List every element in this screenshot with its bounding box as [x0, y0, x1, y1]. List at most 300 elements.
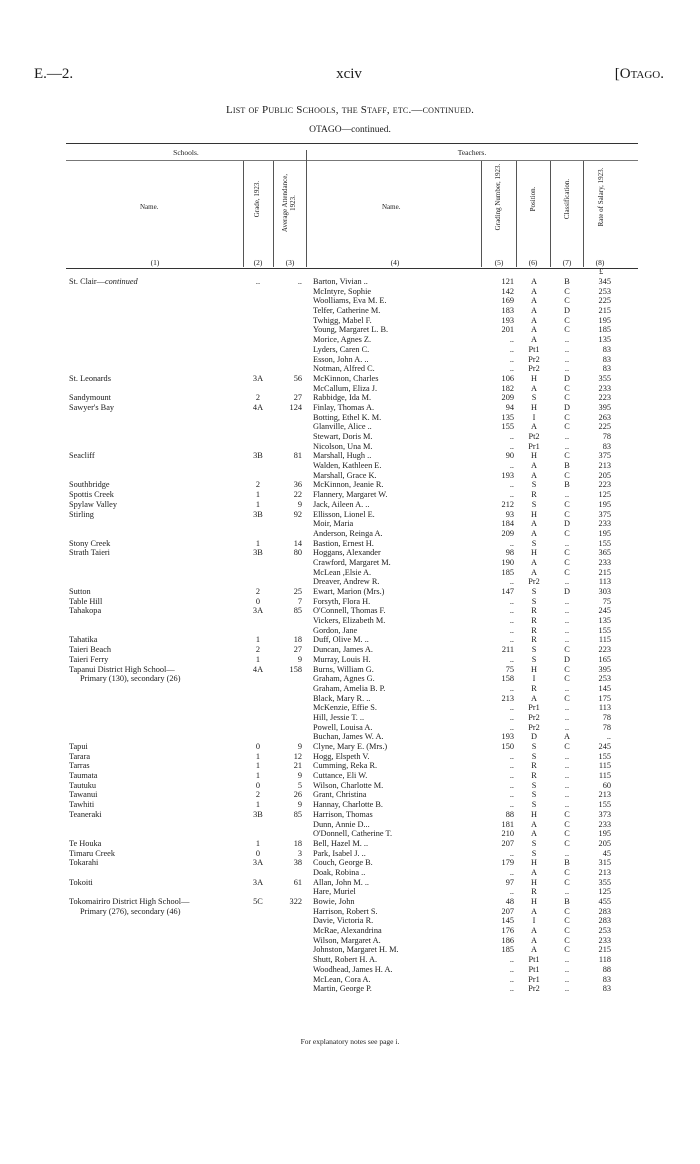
teacher-salary: 263 — [598, 412, 611, 422]
teacher-grading: .. — [509, 344, 514, 354]
teacher-grading: .. — [509, 596, 514, 606]
teacher-position: R — [531, 490, 537, 500]
teacher-grading: .. — [509, 354, 514, 364]
table-row — [0, 316, 700, 326]
teacher-classification: C — [564, 809, 570, 819]
teacher-classification: .. — [564, 354, 570, 364]
teacher-classification: .. — [564, 771, 570, 781]
school-grade: 1 — [255, 838, 261, 848]
teacher-grading: 183 — [501, 306, 514, 316]
teacher-salary: 115 — [598, 771, 611, 781]
table-row — [0, 897, 700, 907]
school-attendance: 25 — [293, 587, 302, 596]
teacher-salary: 223 — [598, 393, 611, 403]
table-row — [0, 771, 700, 781]
teacher-position: Pr2 — [528, 722, 540, 732]
teacher-position: Pr2 — [528, 364, 540, 374]
col-teacher-name: Name. — [382, 203, 401, 211]
teacher-classification: C — [564, 315, 570, 325]
teacher-name: McKenzie, Effie S. — [313, 703, 377, 713]
teacher-salary: 195 — [598, 528, 611, 538]
school-attendance: 85 — [293, 606, 302, 616]
teacher-position: A — [531, 296, 537, 306]
table-row — [0, 800, 700, 810]
school-grade: 1 — [255, 800, 261, 810]
teacher-grading: 209 — [501, 393, 514, 403]
school-attendance: 322 — [289, 897, 302, 906]
teacher-name: Martin, George P. — [313, 984, 372, 994]
teacher-classification: D — [564, 519, 570, 529]
teacher-grading: 150 — [501, 742, 514, 751]
table-row — [0, 684, 700, 694]
teacher-salary: 245 — [598, 742, 611, 751]
teacher-name: Marshall, Grace K. — [313, 470, 377, 480]
teacher-salary: 223 — [598, 645, 611, 655]
region-label: [Otago. — [614, 66, 664, 82]
teacher-name: Vickers, Elizabeth M. — [313, 616, 386, 626]
teacher-grading: .. — [509, 480, 514, 490]
school-grade: 3A — [252, 877, 264, 887]
teacher-position: H — [531, 509, 537, 519]
teacher-salary: 125 — [598, 887, 611, 897]
teacher-grading: 97 — [505, 877, 514, 887]
teacher-grading: .. — [509, 364, 514, 374]
school-attendance: 3 — [297, 848, 302, 858]
teacher-name: McCallum, Eliza J. — [313, 383, 378, 393]
colnum-5: (5) — [494, 258, 504, 267]
teacher-salary: 233 — [598, 935, 611, 945]
teacher-name: Cuttance, Eli W. — [313, 771, 368, 781]
teacher-name: Forsyth, Flora H. — [313, 596, 371, 606]
table-row — [0, 587, 700, 597]
teacher-classification: .. — [564, 606, 570, 616]
teacher-position: A — [531, 306, 537, 316]
teacher-classification: .. — [564, 364, 570, 374]
teacher-grading: .. — [509, 432, 514, 441]
school-name: Taieri Ferry — [69, 654, 109, 664]
teacher-classification: .. — [564, 432, 570, 441]
teacher-position: A — [531, 335, 537, 345]
teacher-position: A — [531, 906, 537, 916]
teacher-classification: C — [564, 470, 570, 480]
school-attendance: 22 — [293, 490, 302, 500]
table-row — [0, 606, 700, 616]
teacher-name: Hill, Jessie T. .. — [313, 712, 365, 722]
page-number: xciv — [336, 66, 362, 82]
teacher-name: McKinnon, Charles — [313, 373, 379, 383]
school-grade: 0 — [255, 596, 261, 606]
teacher-grading: 93 — [505, 509, 514, 519]
teacher-classification: .. — [564, 848, 570, 858]
teacher-grading: 182 — [501, 383, 514, 393]
table-row — [0, 761, 700, 771]
teacher-position: R — [531, 606, 537, 616]
teacher-grading: 207 — [501, 906, 514, 916]
page-title: List of Public Schools, the Staff, etc.—continued. — [225, 104, 475, 116]
teacher-position: R — [531, 625, 537, 635]
school-name: Tarara — [69, 751, 91, 761]
teacher-name: Hoggans, Alexander — [313, 548, 381, 558]
table-row — [0, 752, 700, 762]
table-row — [0, 393, 700, 403]
teacher-classification: C — [564, 926, 570, 936]
teacher-name: Lyders, Caren C. — [313, 344, 370, 354]
teacher-name: Buchan, James W. A. — [313, 732, 384, 742]
teacher-classification: .. — [564, 790, 570, 800]
teacher-name: Harrison, Robert S. — [313, 906, 378, 916]
teacher-classification: .. — [564, 887, 570, 897]
teacher-position: A — [531, 519, 537, 529]
teacher-position: S — [531, 838, 537, 848]
school-name: Tokoiti — [69, 877, 93, 887]
teacher-grading: 193 — [501, 732, 514, 742]
table-row — [0, 936, 700, 946]
teacher-grading: 186 — [501, 935, 514, 945]
teacher-grading: .. — [509, 635, 514, 645]
table-row — [0, 403, 700, 413]
teacher-position: I — [532, 674, 536, 684]
teacher-classification: C — [564, 393, 570, 403]
teacher-grading: .. — [509, 577, 514, 587]
teacher-position: H — [531, 402, 537, 412]
teacher-position: S — [531, 645, 537, 655]
teacher-salary: 233 — [598, 383, 611, 393]
teacher-name: McLean ,Elsie A. — [313, 567, 372, 577]
table-row — [0, 955, 700, 965]
teacher-name: Doak, Robina .. — [313, 867, 366, 877]
teacher-salary: 78 — [602, 432, 611, 441]
teacher-classification: .. — [564, 538, 570, 548]
teacher-name: Clyne, Mary E. (Mrs.) — [313, 742, 388, 751]
teacher-position: Pt1 — [528, 955, 540, 965]
teacher-salary: 315 — [598, 858, 611, 868]
teacher-position: A — [531, 693, 537, 703]
teacher-name: Murray, Louis H. — [313, 654, 371, 664]
page-header — [34, 66, 664, 86]
teacher-name: Dreaver, Andrew R. — [313, 577, 380, 587]
teacher-grading: 88 — [505, 809, 514, 819]
school-grade: .. — [255, 277, 261, 286]
teacher-position: I — [532, 916, 536, 926]
teacher-position: I — [532, 412, 536, 422]
teacher-name: Duncan, James A. — [313, 645, 373, 655]
teacher-grading: .. — [509, 625, 514, 635]
table-row — [0, 849, 700, 859]
teacher-grading: .. — [509, 984, 514, 994]
teacher-name: Gordon, Jane — [313, 625, 358, 635]
teacher-classification: A — [564, 732, 570, 742]
school-grade: 1 — [255, 538, 261, 548]
teacher-classification: C — [564, 422, 570, 432]
teacher-grading: .. — [509, 780, 514, 790]
teacher-position: H — [531, 897, 537, 906]
teacher-name: McRae, Alexandrina — [313, 926, 382, 936]
teacher-position: A — [531, 461, 537, 471]
teacher-classification: C — [564, 945, 570, 955]
teacher-name: Wilson, Charlotte M. — [313, 780, 384, 790]
teacher-salary: 215 — [598, 567, 611, 577]
teacher-name: Park, Isabel J. .. — [313, 848, 366, 858]
colnum-1: (1) — [150, 258, 160, 267]
group-schools: Schools. — [173, 148, 199, 157]
teacher-position: A — [531, 422, 537, 432]
teacher-salary: 195 — [598, 829, 611, 839]
teacher-classification: C — [564, 528, 570, 538]
teacher-name: Flannery, Margaret W. — [313, 490, 388, 500]
school-grade: 1 — [255, 654, 261, 664]
teacher-name: Stewart, Doris M. — [313, 432, 373, 441]
teacher-classification: B — [564, 461, 570, 471]
teacher-grading: .. — [509, 964, 514, 974]
teacher-name: Morice, Agnes Z. — [313, 335, 372, 345]
table-row — [0, 597, 700, 607]
table-row — [0, 723, 700, 733]
teacher-salary: 303 — [598, 587, 611, 596]
teacher-classification: C — [564, 867, 570, 877]
teacher-classification: .. — [564, 344, 570, 354]
teacher-salary: 223 — [598, 480, 611, 490]
col-school-name: Name. — [140, 203, 159, 211]
teacher-grading: 135 — [501, 412, 514, 422]
teacher-name: McKinnon, Jeanie R. — [313, 480, 384, 490]
school-grade: 2 — [255, 480, 261, 490]
col-divider — [481, 161, 482, 267]
teacher-grading: .. — [509, 722, 514, 732]
teacher-salary: 205 — [598, 470, 611, 480]
teacher-position: A — [531, 829, 537, 839]
table-row — [0, 519, 700, 529]
teacher-classification: D — [564, 654, 570, 664]
teacher-salary: 253 — [598, 286, 611, 296]
school-attendance: 9 — [297, 742, 302, 751]
teacher-grading: .. — [509, 751, 514, 761]
table-row — [0, 529, 700, 539]
teacher-name: Marshall, Hugh .. — [313, 451, 372, 461]
school-attendance: 36 — [293, 480, 302, 490]
table-row — [0, 887, 700, 897]
teacher-position: R — [531, 887, 537, 897]
table-row — [0, 451, 700, 461]
teacher-salary: 245 — [598, 606, 611, 616]
teacher-name: Burns, William G. — [313, 664, 374, 674]
table-row — [0, 820, 700, 830]
school-grade: 3B — [253, 809, 263, 819]
teacher-position: Pt1 — [528, 964, 540, 974]
teacher-salary: 283 — [598, 906, 611, 916]
teacher-salary: 225 — [598, 296, 611, 306]
teacher-classification: C — [564, 674, 570, 684]
teacher-name: Grant, Christina — [313, 790, 367, 800]
teacher-salary: 135 — [598, 335, 611, 345]
teacher-grading: 176 — [501, 926, 514, 936]
teacher-name: Duff, Olive M. .. — [313, 635, 369, 645]
school-attendance: 38 — [293, 858, 302, 868]
teacher-salary: 355 — [598, 373, 611, 383]
teacher-classification: C — [564, 509, 570, 519]
teacher-classification: C — [564, 829, 570, 839]
teacher-grading: 185 — [501, 567, 514, 577]
teacher-classification: B — [564, 277, 570, 286]
teacher-name: Crawford, Margaret M. — [313, 557, 391, 567]
teacher-salary: 283 — [598, 916, 611, 926]
school-name: Table Hill — [69, 596, 103, 606]
teacher-classification: C — [564, 412, 570, 422]
teacher-name: Powell, Louisa A. — [313, 722, 373, 732]
school-attendance: 56 — [293, 373, 302, 383]
school-attendance: 80 — [293, 548, 302, 558]
teacher-salary: 375 — [598, 451, 611, 461]
table-row — [0, 655, 700, 665]
col-salary: Rate of Salary, 1923. — [597, 167, 605, 227]
teacher-position: S — [531, 596, 537, 606]
teacher-salary: 253 — [598, 926, 611, 936]
teacher-salary: 60 — [602, 780, 611, 790]
school-name: Tokomairiro District High School— — [69, 897, 190, 906]
teacher-position: Pr2 — [528, 984, 540, 994]
teacher-position: A — [531, 383, 537, 393]
teacher-position: R — [531, 771, 537, 781]
school-attendance: 9 — [297, 499, 302, 509]
teacher-grading: .. — [509, 800, 514, 810]
table-row — [0, 335, 700, 345]
table-row — [0, 694, 700, 704]
teacher-grading: .. — [509, 867, 514, 877]
teacher-salary: 205 — [598, 838, 611, 848]
school-grade: 4A — [252, 402, 264, 412]
teacher-name: Woolliams, Eva M. E. — [313, 296, 387, 306]
school-name: Primary (130), secondary (26) — [80, 674, 181, 684]
teacher-salary: .. — [606, 732, 611, 742]
school-name: St. Leonards — [69, 373, 111, 383]
teacher-salary: 455 — [598, 897, 611, 906]
teacher-position: A — [531, 277, 537, 286]
teacher-classification: .. — [564, 761, 570, 771]
teacher-grading: 94 — [505, 402, 514, 412]
school-attendance: 9 — [297, 771, 302, 781]
teacher-name: Young, Margaret L. B. — [313, 325, 389, 335]
teacher-salary: 118 — [598, 955, 611, 965]
teacher-salary: 135 — [598, 616, 611, 626]
teacher-name: Rabbidge, Ida M. — [313, 393, 372, 403]
teacher-grading: .. — [509, 441, 514, 451]
teacher-name: Jack, Aileen A. .. — [313, 499, 370, 509]
teacher-salary: 155 — [598, 800, 611, 810]
teacher-salary: 185 — [598, 325, 611, 335]
school-attendance: 18 — [293, 635, 302, 645]
school-name: Spylaw Valley — [69, 499, 118, 509]
teacher-position: S — [531, 751, 537, 761]
teacher-name: Notman, Alfred C. — [313, 364, 375, 374]
teacher-classification: C — [564, 664, 570, 674]
teacher-name: Wilson, Margaret A. — [313, 935, 381, 945]
teacher-name: Shutt, Robert H. A. — [313, 955, 378, 965]
school-grade: 3A — [252, 373, 264, 383]
school-grade: 3B — [253, 451, 263, 461]
teacher-position: A — [531, 286, 537, 296]
teacher-position: R — [531, 616, 537, 626]
table-row — [0, 732, 700, 742]
teacher-salary: 83 — [602, 441, 611, 451]
teacher-classification: .. — [564, 335, 570, 345]
teacher-name: Hare, Muriel — [313, 887, 356, 897]
teacher-position: A — [531, 819, 537, 829]
teacher-classification: C — [564, 567, 570, 577]
table-row — [0, 413, 700, 423]
table-row — [0, 926, 700, 936]
teacher-grading: .. — [509, 761, 514, 771]
teacher-name: Graham, Agnes G. — [313, 674, 375, 684]
teacher-name: Moir, Maria — [313, 519, 354, 529]
teacher-position: H — [531, 877, 537, 887]
table-row — [0, 742, 700, 752]
staff-table — [0, 277, 700, 994]
currency-symbol: £ — [599, 266, 604, 276]
teacher-grading: 181 — [501, 819, 514, 829]
teacher-classification: C — [564, 819, 570, 829]
col-divider — [306, 150, 307, 267]
school-name: Stirling — [69, 509, 94, 519]
school-grade: 3A — [252, 858, 264, 868]
teacher-grading: 184 — [501, 519, 514, 529]
teacher-grading: .. — [509, 955, 514, 965]
teacher-name: O'Donnell, Catherine T. — [313, 829, 393, 839]
teacher-grading: 179 — [501, 858, 514, 868]
teacher-salary: 375 — [598, 509, 611, 519]
teacher-salary: 395 — [598, 402, 611, 412]
school-grade: 5C — [253, 897, 263, 906]
teacher-position: R — [531, 761, 537, 771]
teacher-classification: C — [564, 693, 570, 703]
colnum-7: (7) — [562, 258, 572, 267]
table-row — [0, 306, 700, 316]
teacher-classification: .. — [564, 964, 570, 974]
teacher-position: R — [531, 683, 537, 693]
table-row — [0, 810, 700, 820]
table-row — [0, 878, 700, 888]
table-row — [0, 839, 700, 849]
group-rule — [66, 160, 638, 161]
teacher-grading: 209 — [501, 528, 514, 538]
school-name: St. Clair—continued — [69, 277, 138, 286]
teacher-salary: 125 — [598, 490, 611, 500]
table-row — [0, 277, 700, 287]
teacher-grading: 90 — [505, 451, 514, 461]
teacher-classification: D — [564, 402, 570, 412]
school-name: Tahakopa — [69, 606, 102, 616]
teacher-classification: C — [564, 286, 570, 296]
teacher-position: A — [531, 926, 537, 936]
teacher-salary: 113 — [598, 703, 611, 713]
teacher-grading: 210 — [501, 829, 514, 839]
teacher-classification: C — [564, 935, 570, 945]
table-row — [0, 374, 700, 384]
page-subtitle: OTAGO—continued. — [309, 125, 391, 135]
teacher-salary: 213 — [598, 867, 611, 877]
teacher-classification: C — [564, 451, 570, 461]
teacher-classification: C — [564, 383, 570, 393]
teacher-position: Pt1 — [528, 344, 540, 354]
teacher-position: S — [531, 587, 537, 596]
teacher-grading: 142 — [501, 286, 514, 296]
teacher-position: H — [531, 858, 537, 868]
teacher-salary: 195 — [598, 315, 611, 325]
school-name: Stony Creek — [69, 538, 111, 548]
school-name: Sutton — [69, 587, 91, 596]
table-row — [0, 781, 700, 791]
table-row — [0, 665, 700, 675]
teacher-classification: B — [564, 858, 570, 868]
teacher-grading: 185 — [501, 945, 514, 955]
